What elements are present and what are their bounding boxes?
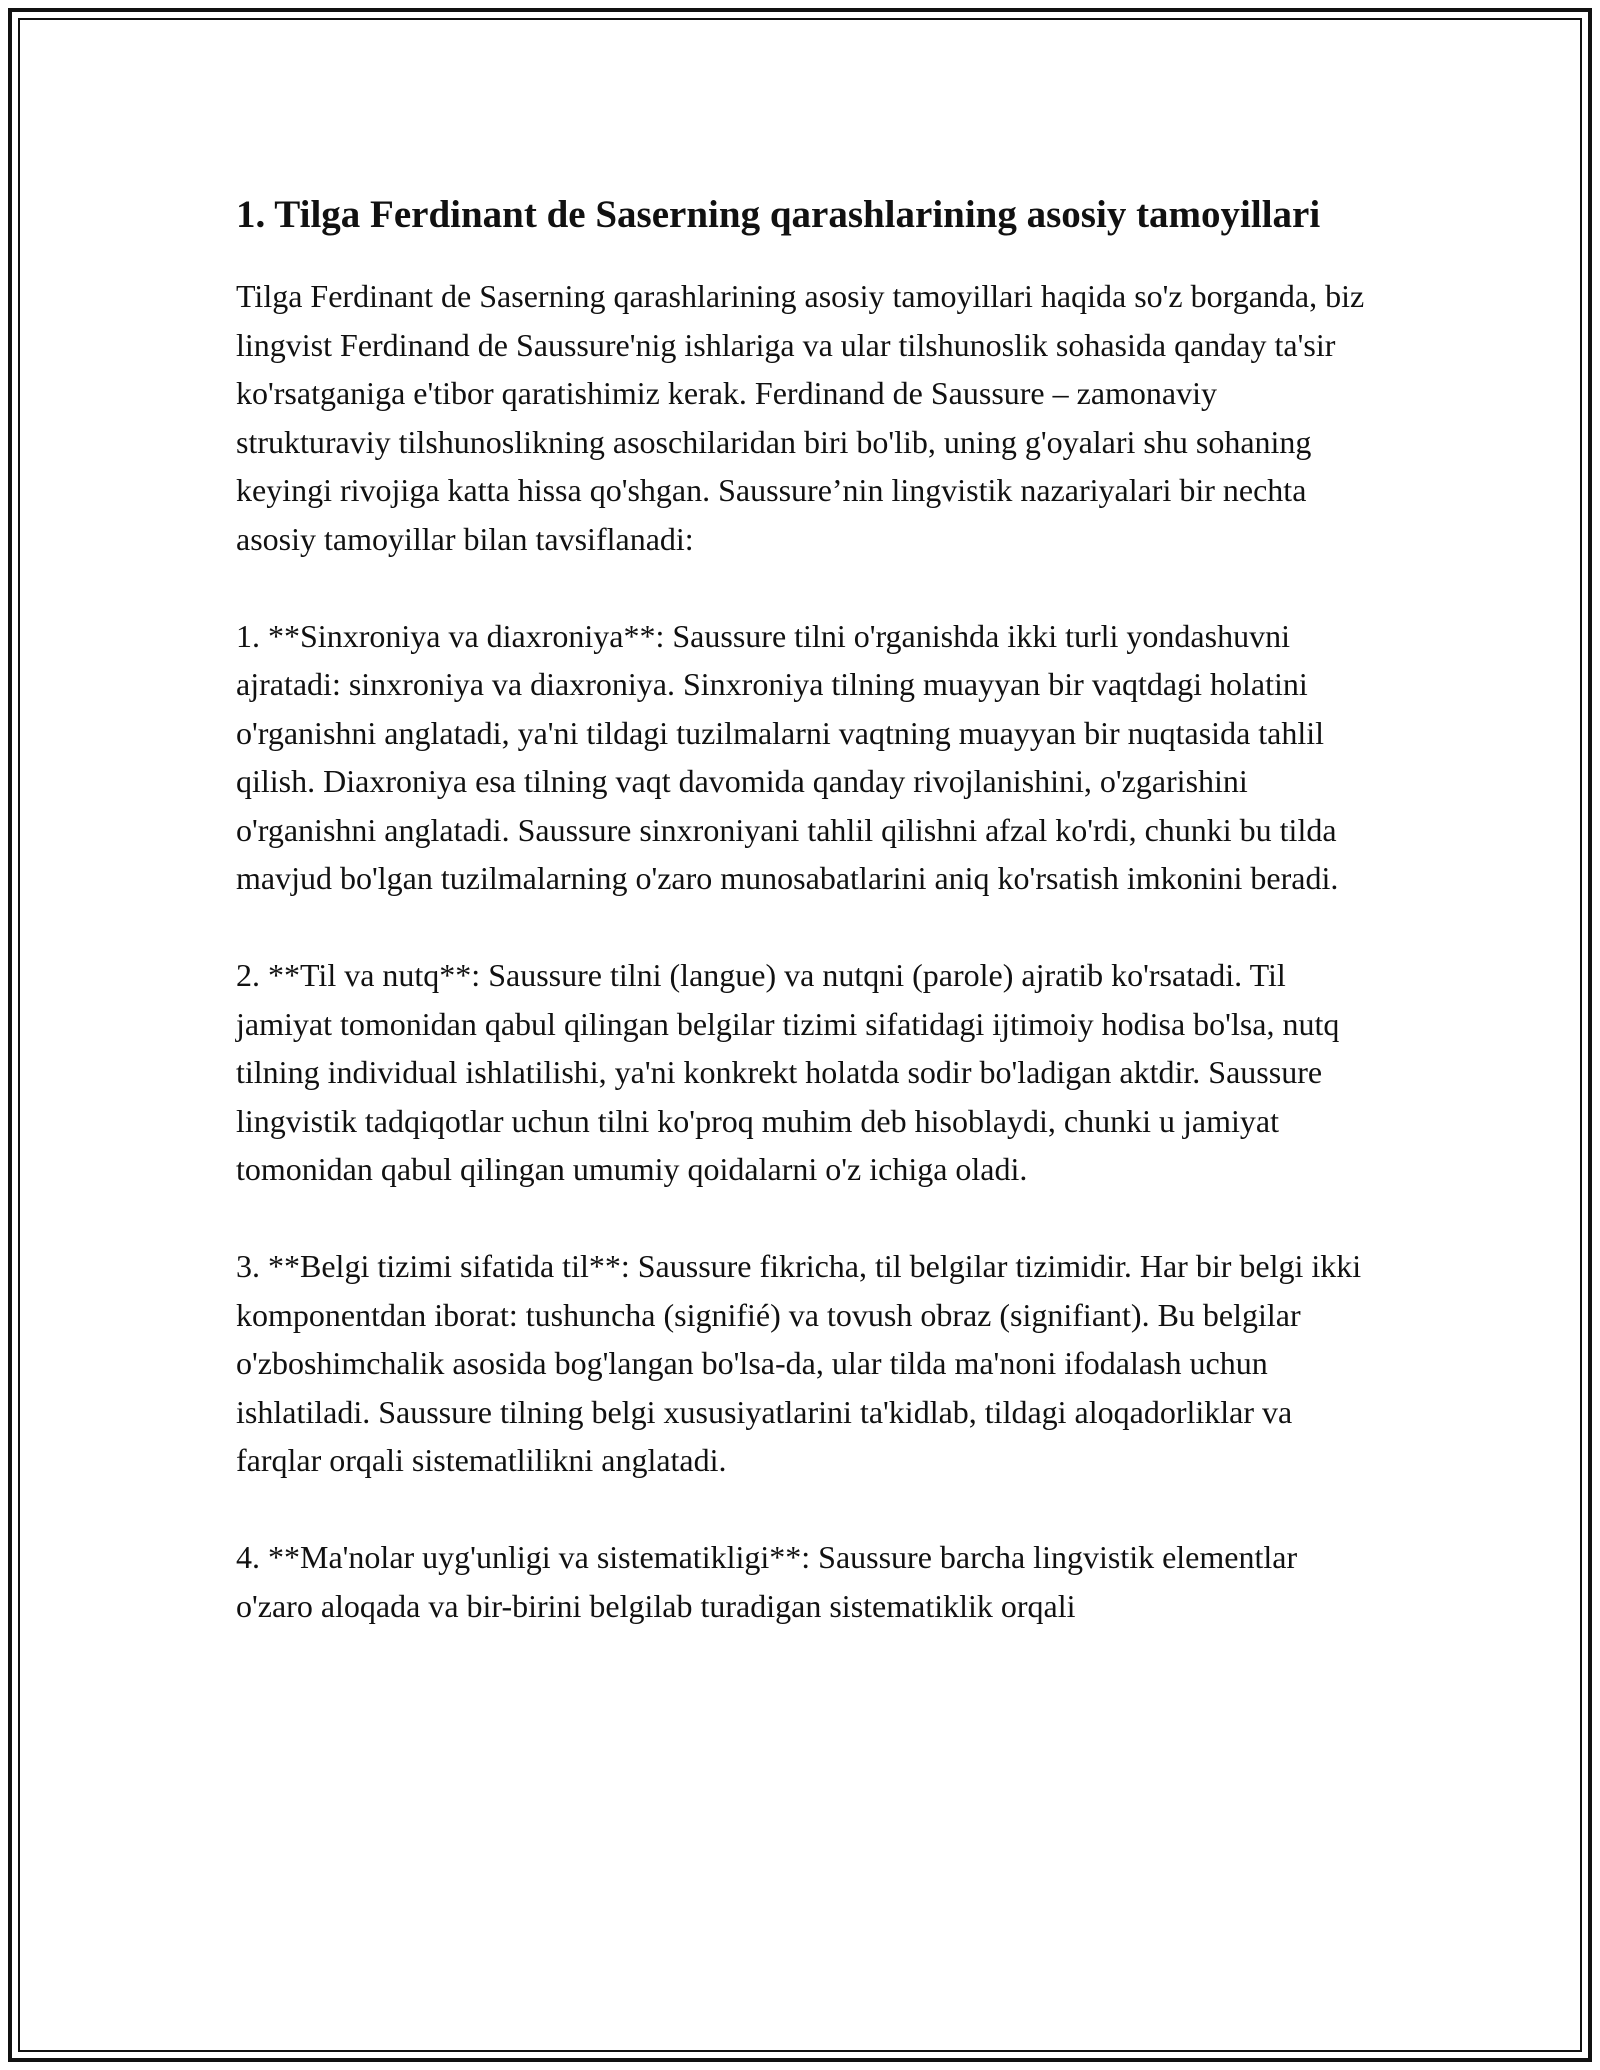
document-body bbox=[236, 186, 1370, 1679]
section-heading: 1. Tilga Ferdinant de Saserning qarashlarining asosiy tamoyillari bbox=[236, 193, 1321, 236]
intro-paragraph: Tilga Ferdinant de Saserning qarashlarining asosiy tamoyillari haqida so'z borganda, biz lingvist Ferdinand de Saussure'nig ishlariga va ular tilshunoslik sohasida qanday ta'sir ko'rsatganiga e'tibor qaratishimiz kerak. Ferdinand de Saussure – zamonaviy strukturaviy tilshunoslikning asoschilaridan biri bo'lib, uning g'oyalari shu sohaning keyingi rivojiga katta hissa qo'shgan. Saussure’nin lingvistik nazariyalari bir nechta asosiy tamoyillar bilan tavsiflanadi: bbox=[236, 278, 1365, 557]
principle-paragraph-3: 3. **Belgi tizimi sifatida til**: Saussure fikricha, til belgilar tizimidir. Har bir belgi ikki komponentdan iborat: tushuncha (signifié) va tovush obraz (signifiant). Bu belgilar o'zboshimchalik asosida bog'langan bo'lsa-da, ular tilda ma'noni ifodalash uchun ishlatiladi. Saussure tilning belgi xususiyatlarini ta'kidlab, tildagi aloqadorliklar va farqlar orqali sistematlilikni anglatadi. bbox=[236, 1248, 1362, 1478]
principle-paragraph-2: 2. **Til va nutq**: Saussure tilni (langue) va nutqni (parole) ajratib ko'rsatadi. Til jamiyat tomonidan qabul qilingan belgilar tizimi sifatidagi ijtimoiy hodisa bo'lsa, nutq tilning individual ishlatilishi, ya'ni konkrekt holatda sodir bo'ladigan aktdir. Saussure lingvistik tadqiqotlar uchun tilni ko'proq muhim deb hisoblaydi, chunki u jamiyat tomonidan qabul qilingan umumiy qoidalarni o'z ichiga oladi. bbox=[236, 957, 1340, 1187]
principle-paragraph-1: 1. **Sinxroniya va diaxroniya**: Saussure tilni o'rganishda ikki turli yondashuvni ajratadi: sinxroniya va diaxroniya. Sinxroniya tilning muayyan bir vaqtdagi holatini o'rganishni anglatadi, ya'ni tildagi tuzilmalarni vaqtning muayyan bir nuqtasida tahlil qilish. Diaxroniya esa tilning vaqt davomida qanday rivojlanishini, o'zgarishini o'rganishni anglatadi. Saussure sinxroniyani tahlil qilishni afzal ko'rdi, chunki bu tilda mavjud bo'lgan tuzilmalarning o'zaro munosabatlarini aniq ko'rsatish imkonini beradi. bbox=[236, 617, 1339, 896]
principle-paragraph-4: 4. **Ma'nolar uyg'unligi va sistematikligi**: Saussure barcha lingvistik elementlar o'zaro aloqada va bir-birini belgilab turadigan sistematiklik orqali bbox=[236, 1539, 1298, 1624]
